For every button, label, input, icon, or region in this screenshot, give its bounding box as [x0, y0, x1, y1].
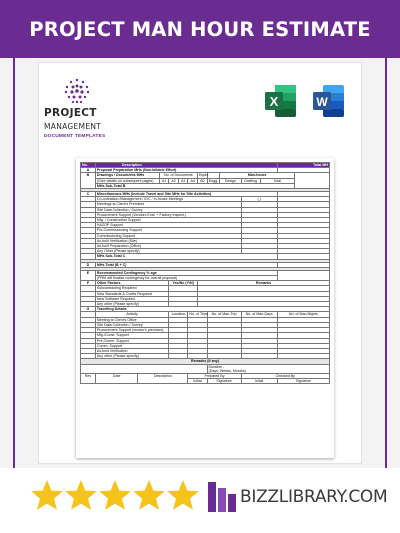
table-row: As-built Verification (Site)	[81, 238, 330, 243]
table-row: Activity Location No. of Trips No. of Man-Trip No. of Man-Days No. of Man-Nights	[81, 312, 330, 317]
logo-line-3: DOCUMENT TEMPLATES	[44, 134, 106, 139]
footer-initial-2: Initial	[241, 379, 277, 384]
table-row: G Travelling Details	[81, 307, 330, 312]
table-row: C Miscellaneous MHs (Include Travel and Site MHs for Site Activities)	[81, 192, 330, 197]
table-row: As-built Verification	[81, 348, 330, 353]
estimate-table	[80, 162, 330, 384]
star-icon	[132, 479, 166, 512]
table-row: F Other Factors Yes/No (Y/N) Remarks	[81, 281, 330, 286]
duration-units: (Days, Weeks, Months)	[208, 368, 246, 373]
travel-items	[81, 317, 330, 359]
star-icon	[30, 479, 64, 512]
table-row: HAZOP Support	[81, 223, 330, 228]
duration-label: Duration -	[208, 364, 225, 369]
table-row: D MHs Total (B + C)	[81, 262, 330, 267]
star-icon	[98, 479, 132, 512]
table-row: MHs Sub-Total B	[81, 183, 330, 188]
word-icon[interactable]	[312, 83, 346, 119]
table-row: As-built Preparation (Office)	[81, 244, 330, 249]
table-row: Procurement Support (Vendors Eval. + Factory Inspect.)	[81, 212, 330, 217]
table-row: Initial Signature Initial Signature	[81, 379, 330, 384]
table-row: B Drawings / Documents MHs No. of Documents Equiv. Man-hours	[81, 173, 330, 178]
table-row: Site Data Collection / Survey	[81, 322, 330, 327]
table-row: New Standards & Codes Required	[81, 291, 330, 296]
misc-items	[81, 197, 330, 254]
header-description: Description	[95, 163, 277, 168]
footer-signature-2: Signature	[277, 379, 329, 384]
table-row: Procurement Support (vendor's premises)	[81, 328, 330, 333]
table-row: New Software Required	[81, 296, 330, 301]
table-row: MHs Sub-Total C	[81, 254, 330, 259]
document-preview	[76, 158, 334, 458]
table-row: Any other (Please specify)	[81, 302, 330, 307]
logo-dots-icon	[64, 78, 90, 104]
table-row	[81, 364, 330, 373]
table-row: Comm. Support	[81, 343, 330, 348]
table-row: Mfg./Const. Support	[81, 333, 330, 338]
table-row: A Proposal Preparation MHs (Non-billable Effort)	[81, 168, 330, 173]
table-row: Pre-Comm. Support	[81, 338, 330, 343]
svg-text:W: W	[316, 95, 328, 109]
table-row: Mfg. / Construction Support	[81, 218, 330, 223]
logo-line-2: MANAGEMENT	[44, 122, 102, 131]
table-row: Remarks (if any)	[81, 359, 330, 364]
table-row: Pre-Commissioning Support	[81, 228, 330, 233]
header-no: No.	[81, 163, 96, 168]
header-total: Total MH	[277, 163, 329, 168]
logo-line-1: PROJECT	[44, 107, 97, 119]
title-banner	[0, 0, 400, 58]
table-row: E Recommended Contingency % age	[81, 270, 330, 275]
table-row: Meetings at Client's Premises	[81, 202, 330, 207]
page-title: PROJECT MAN HOUR ESTIMATE	[29, 17, 371, 41]
star-icon	[166, 479, 200, 512]
table-row: (PRM will finalize contingency for overall proposal)	[81, 276, 330, 281]
table-row: Meeting at Client's Office	[81, 317, 330, 322]
table-row: Site Data Collection / Survey	[81, 207, 330, 212]
table-row: Subcontracting Required	[81, 286, 330, 291]
table-row: Any Other (Please specify)	[81, 249, 330, 254]
table-row: Commissioning Support	[81, 233, 330, 238]
excel-icon[interactable]	[264, 83, 298, 119]
star-icon	[64, 479, 98, 512]
table-row: Any other (Please specify)	[81, 354, 330, 359]
svg-text:X: X	[269, 94, 279, 109]
project-management-logo	[40, 70, 116, 160]
table-row: Co-ordination /Management / IDC / In-house Meetings ( )	[81, 197, 330, 202]
table-row: Rev Date Description Prepared By Checked By	[81, 373, 330, 378]
bizzlibrary-logo-icon	[208, 482, 236, 512]
brand-name[interactable]: BIZZLIBRARY.COM	[240, 487, 388, 507]
table-row: (Give details on subsequent pages) A1 A2 A3 A4 A0 Engg. Design Drafting Total	[81, 178, 330, 183]
factor-items	[81, 286, 330, 307]
